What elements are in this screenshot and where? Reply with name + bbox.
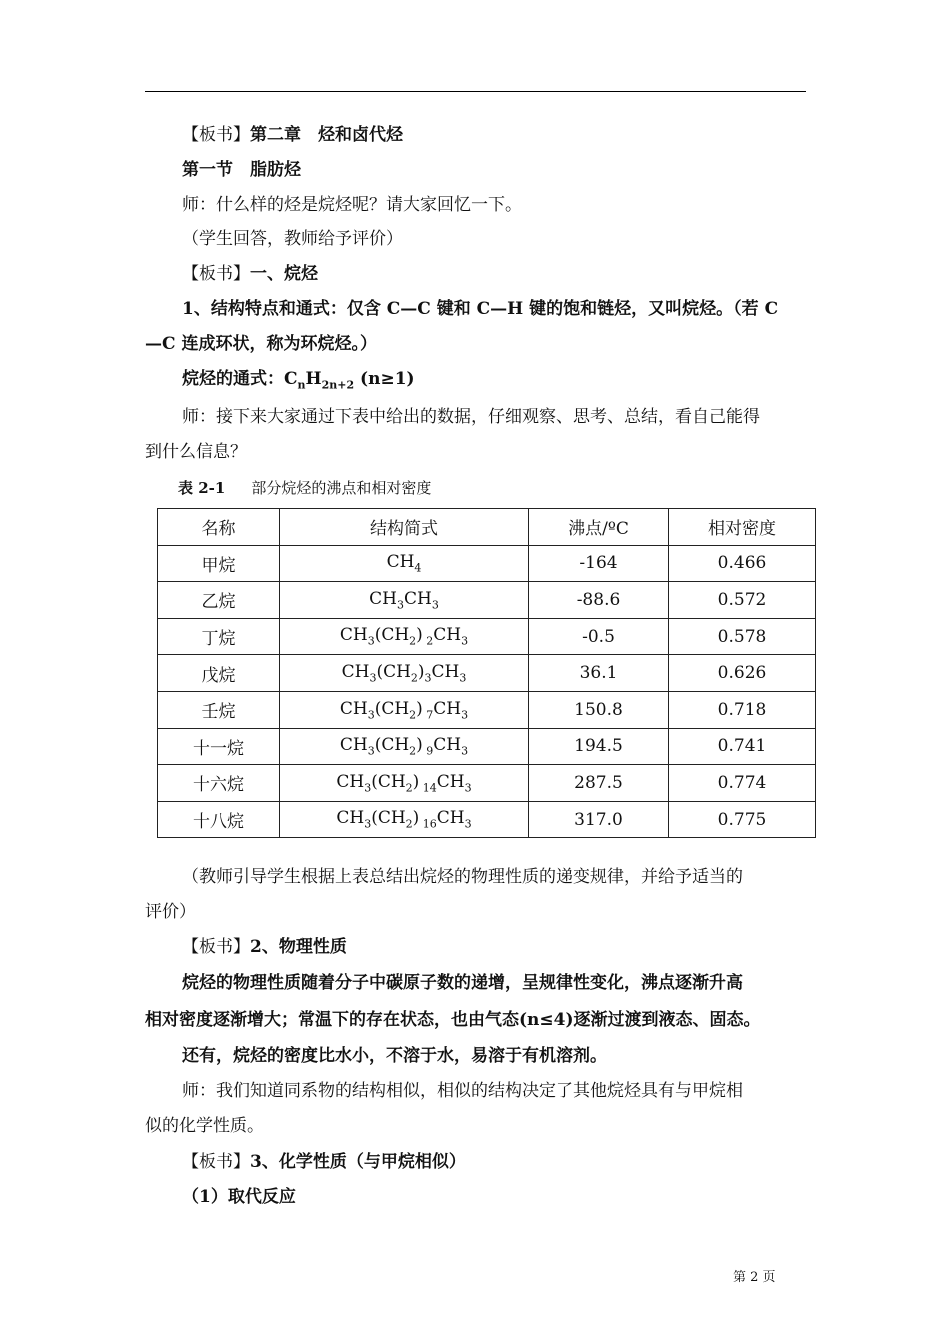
formula-cell: $CH_3(CH_2)$ $_9CH_3$ — [280, 728, 529, 765]
solubility-note: 还有，烷烃的密度比水小，不溶于水，易溶于有机溶剂。 — [182, 1046, 607, 1066]
header-boiling-point: 沸点/ºC — [529, 509, 669, 546]
physical-properties-line1: 烷烃的物理性质随着分子中碳原子数的递增，呈规律性变化，沸点逐渐升高 — [182, 973, 743, 993]
header-density: 相对密度 — [669, 509, 816, 546]
heading-physical-properties: 【板书】2、物理性质 — [182, 937, 347, 957]
teacher-instruction-line2: 到什么信息？ — [145, 442, 247, 462]
general-formula: 烷烃的通式：$C_nH_{2n+2}$ (n≥1) — [182, 369, 415, 392]
formula-cell: $CH_3CH_3$ — [280, 582, 529, 619]
heading-chemical-properties: 【板书】3、化学性质（与甲烷相似） — [182, 1152, 466, 1172]
table-row: 十一烷 $CH_3(CH_2)$ $_9CH_3$ 194.5 0.741 — [158, 728, 816, 765]
heading-alkanes: 【板书】一、烷烃 — [182, 264, 318, 284]
teacher-guidance-line2: 评价） — [145, 902, 196, 922]
heading-section: 第一节 脂肪烃 — [182, 160, 301, 180]
formula-cell: $CH_3(CH_2)$ $_7CH_3$ — [280, 691, 529, 728]
page-number: 第 2 页 — [733, 1270, 776, 1285]
teacher-instruction-line1: 师：接下来大家通过下表中给出的数据，仔细观察、思考、总结，看自己能得 — [182, 407, 760, 427]
teacher-guidance-line1: （教师引导学生根据上表总结出烷烃的物理性质的递变规律，并给予适当的 — [182, 867, 743, 887]
table-row: 丁烷 $CH_3(CH_2)$ $_2CH_3$ -0.5 0.578 — [158, 618, 816, 655]
table-header-row — [158, 509, 816, 546]
student-answer-note: （学生回答，教师给予评价） — [182, 229, 403, 249]
formula-cell: $CH_3(CH_2)$ $_{14}CH_3$ — [280, 765, 529, 802]
teacher-question: 师：什么样的烃是烷烃呢？请大家回忆一下。 — [182, 195, 522, 215]
teacher-similarity-line1: 师：我们知道同系物的结构相似，相似的结构决定了其他烷烃具有与甲烷相 — [182, 1081, 743, 1101]
table-row: 十六烷 $CH_3(CH_2)$ $_{14}CH_3$ 287.5 0.774 — [158, 765, 816, 802]
formula-cell: $CH_4$ — [280, 545, 529, 582]
substitution-reaction-heading: （1）取代反应 — [182, 1187, 296, 1207]
header-rule — [145, 91, 806, 92]
teacher-similarity-line2: 似的化学性质。 — [145, 1116, 264, 1136]
structure-definition-line2: —C 连成环状，称为环烷烃。） — [145, 334, 377, 354]
table-row: 十八烷 $CH_3(CH_2)$ $_{16}CH_3$ 317.0 0.775 — [158, 801, 816, 838]
structure-definition-line1: 1、结构特点和通式：仅含 C—C 键和 C—H 键的饱和链烃，又叫烷烃。（若 C — [182, 299, 779, 319]
table-row: 甲烷 $CH_4$ -164 0.466 — [158, 545, 816, 582]
header-formula: 结构简式 — [280, 509, 529, 546]
formula-cell: $CH_3(CH_2)_3CH_3$ — [280, 655, 529, 692]
heading-chapter: 【板书】第二章 烃和卤代烃 — [182, 125, 403, 145]
header-name: 名称 — [158, 509, 280, 546]
table-row: 壬烷 $CH_3(CH_2)$ $_7CH_3$ 150.8 0.718 — [158, 691, 816, 728]
table-row: 乙烷 $CH_3CH_3$ -88.6 0.572 — [158, 582, 816, 619]
table-row: 戊烷 $CH_3(CH_2)_3CH_3$ 36.1 0.626 — [158, 655, 816, 692]
alkane-table — [157, 508, 816, 838]
table-caption: 表 2-1 部分烷烃的沸点和相对密度 — [178, 479, 432, 497]
physical-properties-line2: 相对密度逐渐增大；常温下的存在状态，也由气态(n≤4)逐渐过渡到液态、固态。 — [145, 1010, 761, 1030]
formula-cell: $CH_3(CH_2)$ $_2CH_3$ — [280, 618, 529, 655]
formula-cell: $CH_3(CH_2)$ $_{16}CH_3$ — [280, 801, 529, 838]
